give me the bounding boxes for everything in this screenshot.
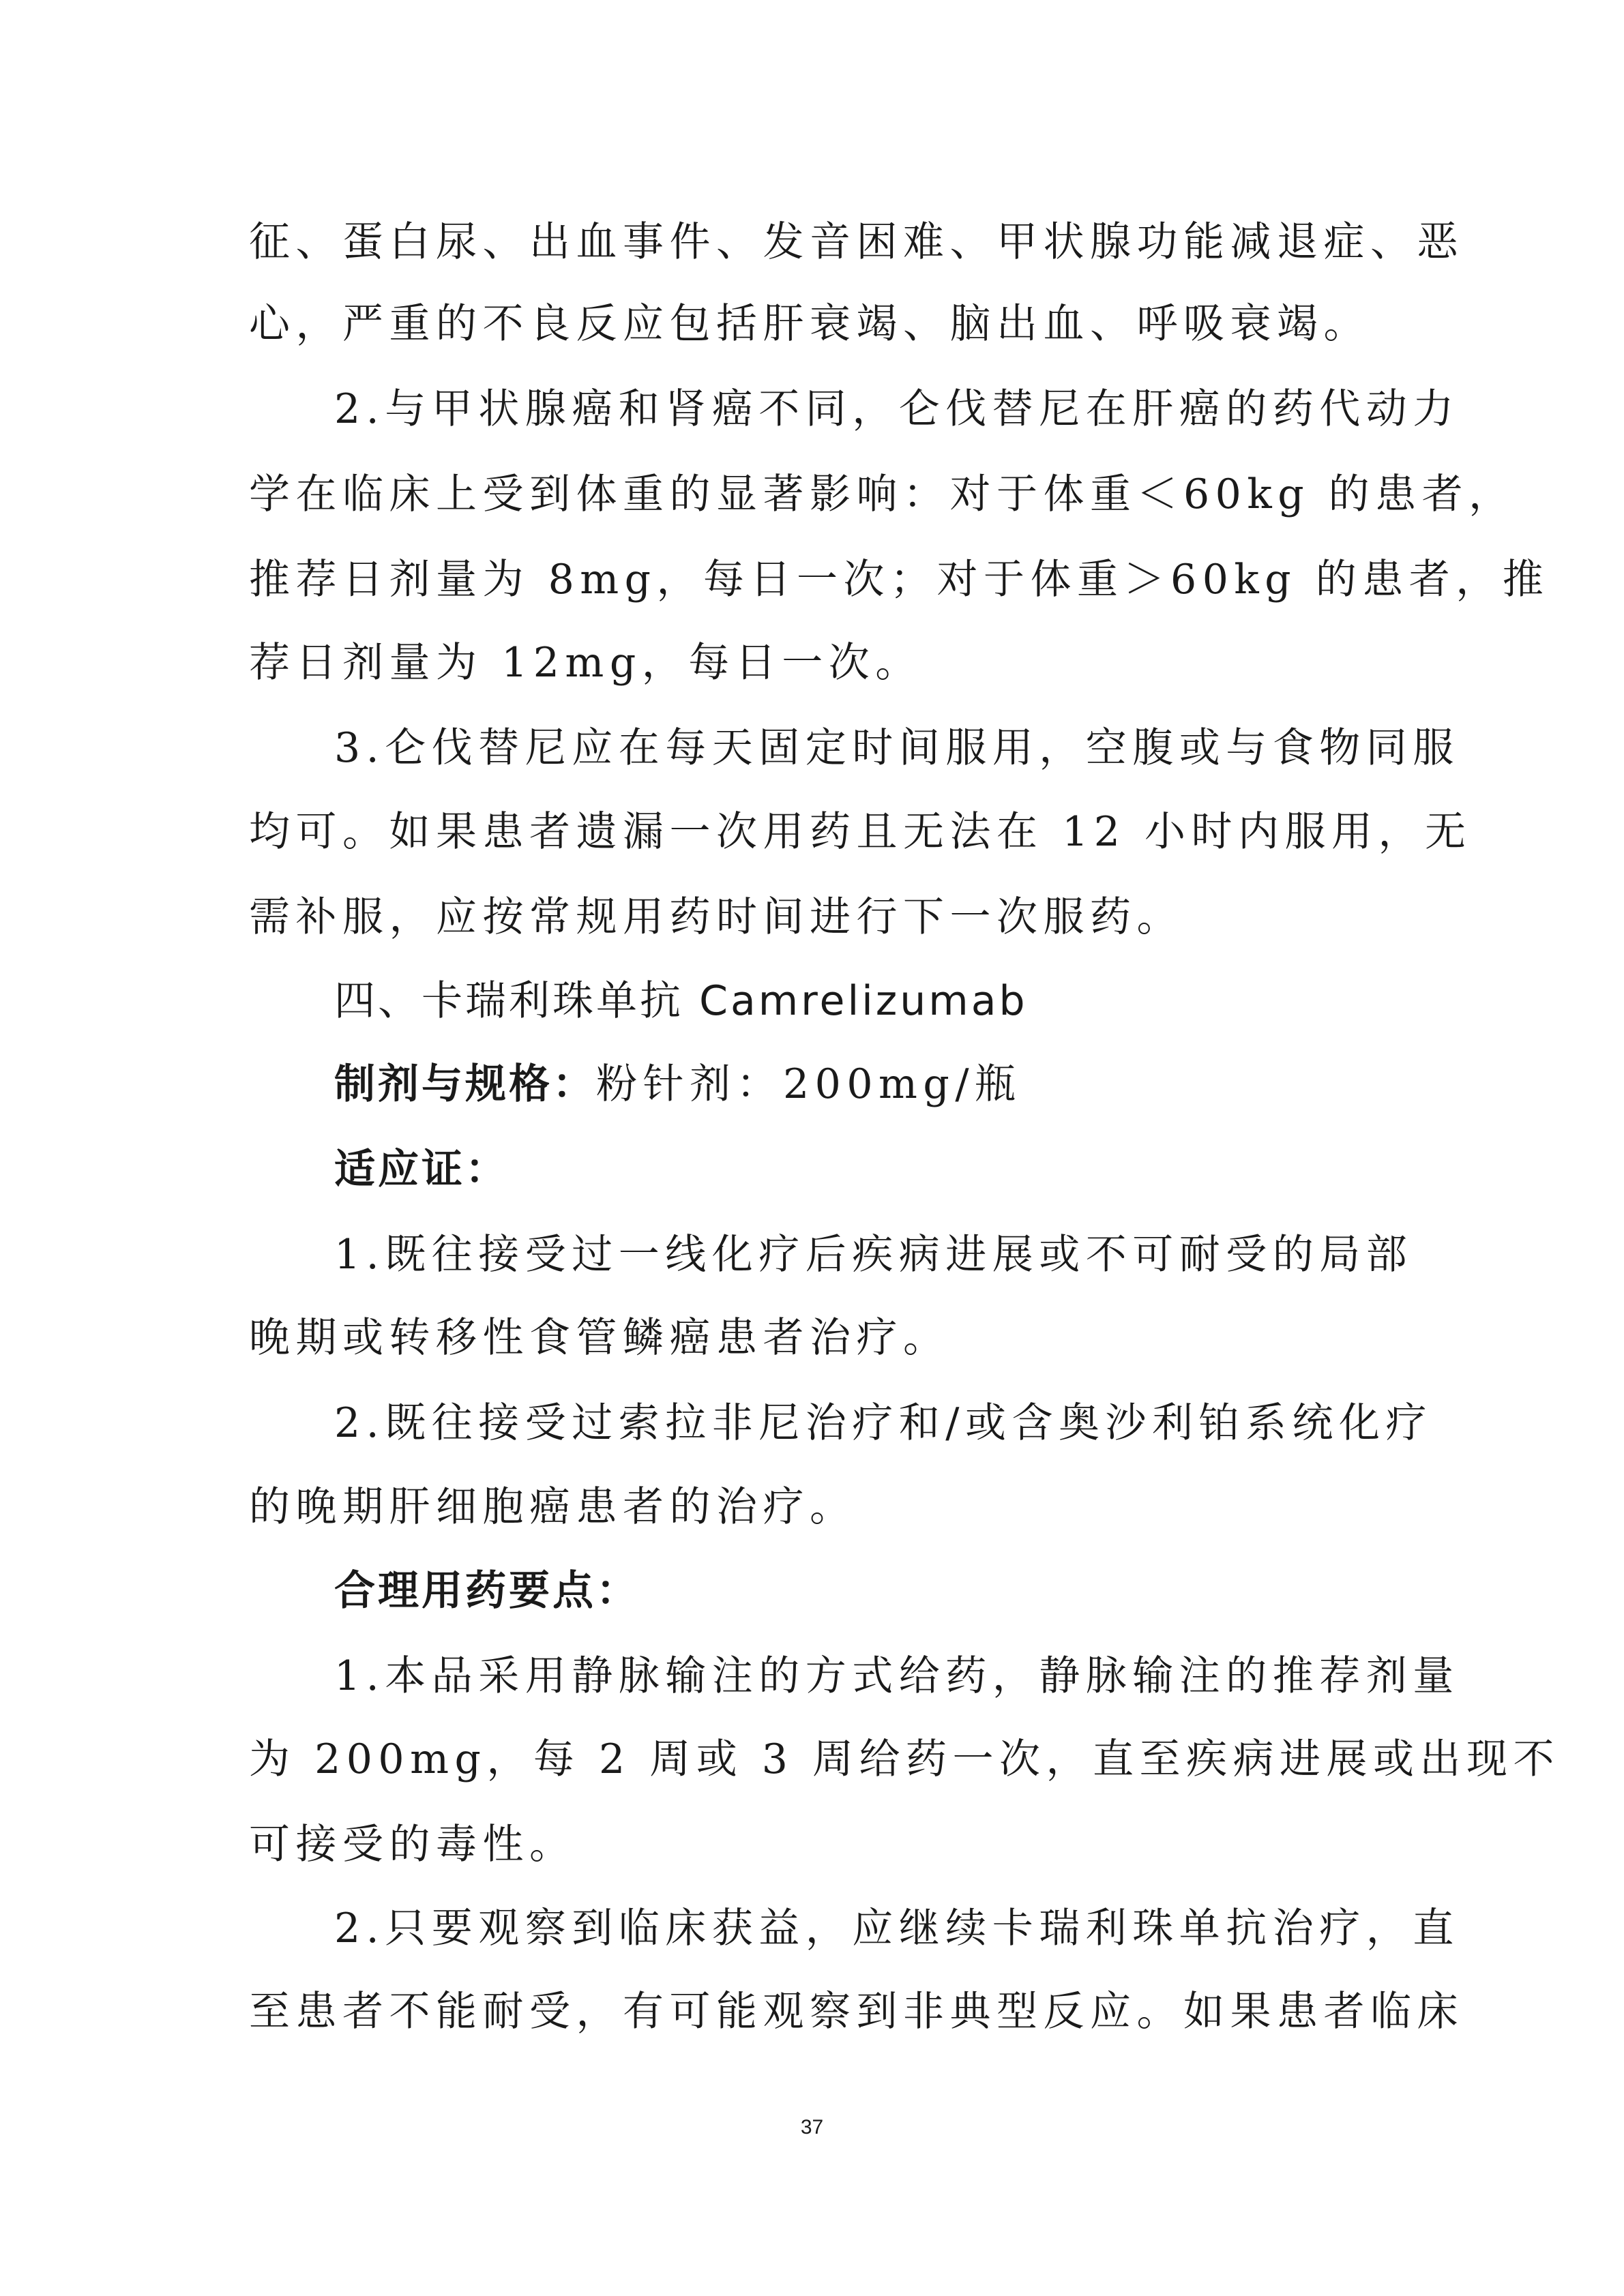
paragraph-line: 心，严重的不良反应包括肝衰竭、脑出血、呼吸衰竭。 xyxy=(249,300,1370,348)
paragraph-line: 需补服，应按常规用药时间进行下一次服药。 xyxy=(249,893,1183,941)
paragraph-line: 1.既往接受过一线化疗后疾病进展或不可耐受的局部 xyxy=(334,1231,1413,1279)
paragraph-line: 均可。如果患者遗漏一次用药且无法在 12 小时内服用，无 xyxy=(249,808,1472,856)
page-number: 37 xyxy=(800,2116,824,2138)
paragraph-line: 晚期或转移性食管鳞癌患者治疗。 xyxy=(249,1314,950,1362)
paragraph-line: 推荐日剂量为 8mg，每日一次；对于体重＞60kg 的患者，推 xyxy=(249,556,1550,603)
paragraph-line: 2.与甲状腺癌和肾癌不同，仑伐替尼在肝癌的药代动力 xyxy=(334,385,1460,433)
section-heading: 四、卡瑞利珠单抗 Camrelizumab xyxy=(334,977,1028,1025)
paragraph-line: 可接受的毒性。 xyxy=(249,1821,576,1868)
paragraph-line: 的晚期肝细胞癌患者的治疗。 xyxy=(249,1483,857,1531)
paragraph-line: 荐日剂量为 12mg，每日一次。 xyxy=(249,639,922,687)
formulation-value: 粉针剂：200mg/瓶 xyxy=(596,1060,1022,1108)
paragraph-line: 学在临床上受到体重的显著影响：对于体重＜60kg 的患者， xyxy=(249,471,1516,518)
paragraph-line: 征、蛋白尿、出血事件、发音困难、甲状腺功能减退症、恶 xyxy=(249,218,1464,266)
indications-label: 适应证： xyxy=(334,1146,509,1193)
formulation-label: 制剂与规格： xyxy=(334,1060,596,1108)
paragraph-line: 至患者不能耐受，有可能观察到非典型反应。如果患者临床 xyxy=(249,1988,1464,2036)
paragraph-line: 1.本品采用静脉输注的方式给药，静脉输注的推荐剂量 xyxy=(334,1652,1460,1700)
paragraph-line: 3.仑伐替尼应在每天固定时间服用，空腹或与食物同服 xyxy=(334,724,1460,772)
paragraph-line: 为 200mg，每 2 周或 3 周给药一次，直至疾病进展或出现不 xyxy=(249,1735,1561,1783)
paragraph-line: 2.既往接受过索拉非尼治疗和/或含奥沙利铂系统化疗 xyxy=(334,1399,1432,1447)
paragraph-line: 2.只要观察到临床获益，应继续卡瑞利珠单抗治疗，直 xyxy=(334,1905,1460,1952)
formulation-line xyxy=(334,1057,1466,1112)
key-points-label: 合理用药要点： xyxy=(334,1567,640,1615)
